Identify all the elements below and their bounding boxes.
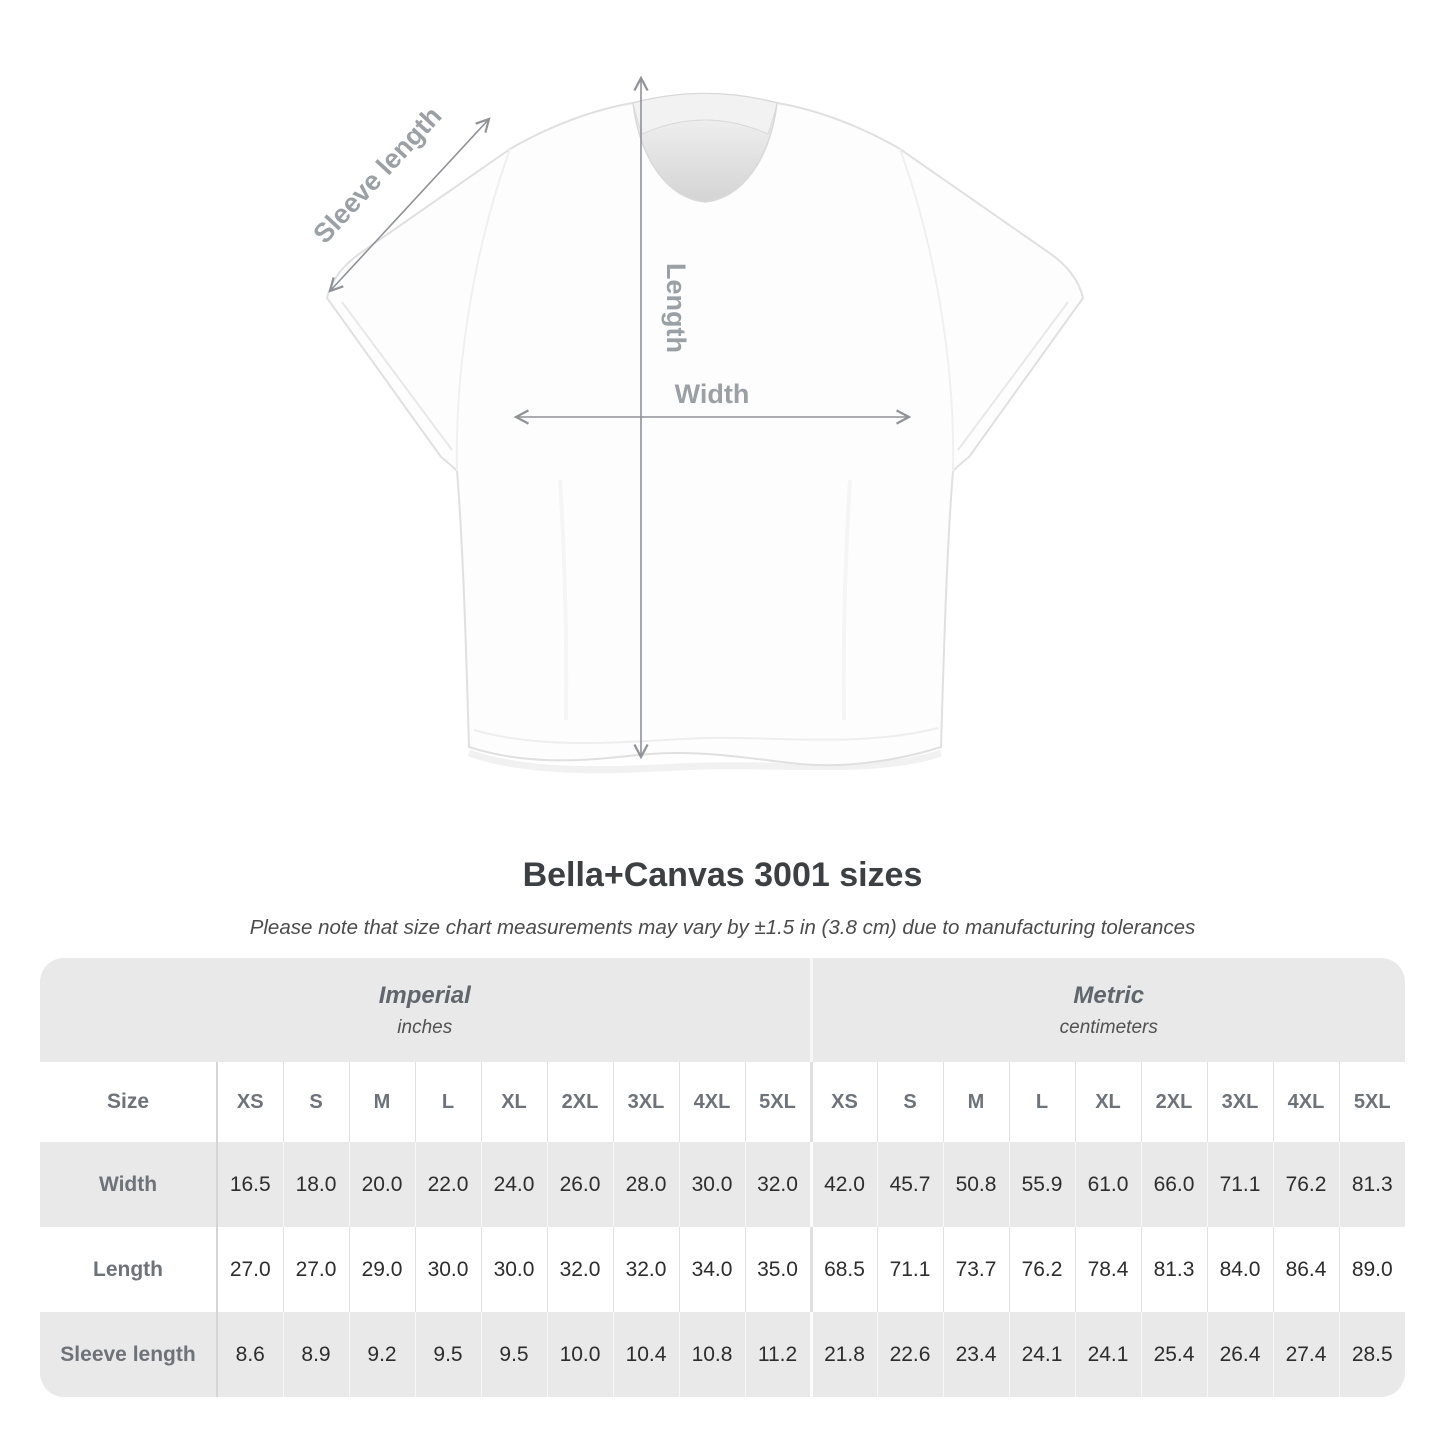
measurement-value-metric: 24.1 — [1009, 1312, 1075, 1397]
size-header-imperial-m: M — [349, 1062, 415, 1142]
measurement-value-imperial: 29.0 — [349, 1227, 415, 1312]
measurement-value-metric: 66.0 — [1141, 1142, 1207, 1227]
measurement-value-imperial: 10.4 — [613, 1312, 679, 1397]
measurement-value-metric: 81.3 — [1339, 1142, 1405, 1227]
measurement-value-imperial: 30.0 — [415, 1227, 481, 1312]
measurement-value-metric: 23.4 — [943, 1312, 1009, 1397]
size-header-imperial-4xl: 4XL — [679, 1062, 745, 1142]
measurement-value-imperial: 8.6 — [217, 1312, 283, 1397]
measurement-value-imperial: 8.9 — [283, 1312, 349, 1397]
measurement-value-metric: 84.0 — [1207, 1227, 1273, 1312]
measurement-value-imperial: 32.0 — [547, 1227, 613, 1312]
measurement-value-imperial: 26.0 — [547, 1142, 613, 1227]
measurement-value-imperial: 27.0 — [283, 1227, 349, 1312]
size-header-imperial-xl: XL — [481, 1062, 547, 1142]
size-header-imperial-xs: XS — [217, 1062, 283, 1142]
measurement-value-metric: 71.1 — [877, 1227, 943, 1312]
measurement-value-metric: 26.4 — [1207, 1312, 1273, 1397]
measurement-value-metric: 50.8 — [943, 1142, 1009, 1227]
sleeve-length-label: Sleeve length — [307, 100, 448, 250]
measurement-value-metric: 68.5 — [811, 1227, 877, 1312]
measurement-value-imperial: 18.0 — [283, 1142, 349, 1227]
size-header-row — [40, 1062, 1405, 1142]
size-header-imperial-3xl: 3XL — [613, 1062, 679, 1142]
measurement-value-imperial: 30.0 — [481, 1227, 547, 1312]
size-table — [40, 958, 1405, 1397]
measurement-value-imperial: 9.2 — [349, 1312, 415, 1397]
table-row-sleeve-length — [40, 1312, 1405, 1397]
measurement-value-imperial: 20.0 — [349, 1142, 415, 1227]
measurement-value-metric: 24.1 — [1075, 1312, 1141, 1397]
measurement-value-imperial: 9.5 — [481, 1312, 547, 1397]
measurement-value-imperial: 11.2 — [745, 1312, 811, 1397]
measurement-value-metric: 22.6 — [877, 1312, 943, 1397]
measurement-value-metric: 89.0 — [1339, 1227, 1405, 1312]
measurement-value-metric: 73.7 — [943, 1227, 1009, 1312]
width-label: Width — [674, 379, 750, 409]
size-header-metric-3xl: 3XL — [1207, 1062, 1273, 1142]
size-header-metric-m: M — [943, 1062, 1009, 1142]
metric-sublabel: centimeters — [1059, 1016, 1158, 1038]
measurement-value-imperial: 28.0 — [613, 1142, 679, 1227]
measurement-value-metric: 78.4 — [1075, 1227, 1141, 1312]
length-label: Length — [661, 263, 691, 353]
measurement-value-metric: 61.0 — [1075, 1142, 1141, 1227]
measurement-value-metric: 45.7 — [877, 1142, 943, 1227]
unit-group-imperial — [40, 958, 811, 1062]
measurement-value-metric: 71.1 — [1207, 1142, 1273, 1227]
measurement-value-metric: 25.4 — [1141, 1312, 1207, 1397]
measurement-value-imperial: 30.0 — [679, 1142, 745, 1227]
size-header-metric-s: S — [877, 1062, 943, 1142]
measurement-value-metric: 55.9 — [1009, 1142, 1075, 1227]
measurement-value-imperial: 34.0 — [679, 1227, 745, 1312]
measurement-value-metric: 76.2 — [1273, 1142, 1339, 1227]
imperial-label: Imperial — [378, 981, 471, 1009]
measurement-value-imperial: 22.0 — [415, 1142, 481, 1227]
measurement-value-imperial: 24.0 — [481, 1142, 547, 1227]
table-row-length — [40, 1227, 1405, 1312]
size-header-metric-4xl: 4XL — [1273, 1062, 1339, 1142]
measurement-value-imperial: 10.0 — [547, 1312, 613, 1397]
row-label-width: Width — [40, 1142, 217, 1227]
measurement-value-metric: 81.3 — [1141, 1227, 1207, 1312]
row-label-length: Length — [93, 1257, 163, 1281]
tolerance-note: Please note that size chart measurements may vary by ±1.5 in (3.8 cm) due to manufacturing tolerances — [249, 916, 1196, 939]
size-header-metric-5xl: 5XL — [1339, 1062, 1405, 1142]
measurement-value-imperial: 10.8 — [679, 1312, 745, 1397]
size-header-metric-xs: XS — [811, 1062, 877, 1142]
size-column-header: Size — [40, 1062, 217, 1142]
metric-label: Metric — [1073, 981, 1145, 1009]
size-header-imperial-2xl: 2XL — [547, 1062, 613, 1142]
measurement-value-metric: 42.0 — [811, 1142, 877, 1227]
imperial-sublabel: inches — [397, 1016, 453, 1038]
tshirt-illustration — [327, 94, 1083, 770]
measurement-value-imperial: 35.0 — [745, 1227, 811, 1312]
measurement-value-imperial: 16.5 — [217, 1142, 283, 1227]
measurement-value-metric: 76.2 — [1009, 1227, 1075, 1312]
unit-band-row — [40, 958, 1405, 1062]
size-header-imperial-s: S — [283, 1062, 349, 1142]
measurement-value-imperial: 32.0 — [745, 1142, 811, 1227]
page-title: Bella+Canvas 3001 sizes — [522, 856, 923, 894]
size-header-imperial-5xl: 5XL — [745, 1062, 811, 1142]
unit-group-metric — [811, 958, 1405, 1062]
size-header-metric-l: L — [1009, 1062, 1075, 1142]
measurement-value-imperial: 27.0 — [217, 1227, 283, 1312]
measurement-value-imperial: 9.5 — [415, 1312, 481, 1397]
size-header-imperial-l: L — [415, 1062, 481, 1142]
row-label-sleeve-length: Sleeve length — [40, 1312, 217, 1397]
measurement-value-metric: 27.4 — [1273, 1312, 1339, 1397]
measurement-value-imperial: 32.0 — [613, 1227, 679, 1312]
size-header-metric-2xl: 2XL — [1141, 1062, 1207, 1142]
size-header-metric-xl: XL — [1075, 1062, 1141, 1142]
measurement-value-metric: 86.4 — [1273, 1227, 1339, 1312]
table-row-width — [40, 1142, 1405, 1227]
measurement-value-metric: 21.8 — [811, 1312, 877, 1397]
measurement-value-metric: 28.5 — [1339, 1312, 1405, 1397]
